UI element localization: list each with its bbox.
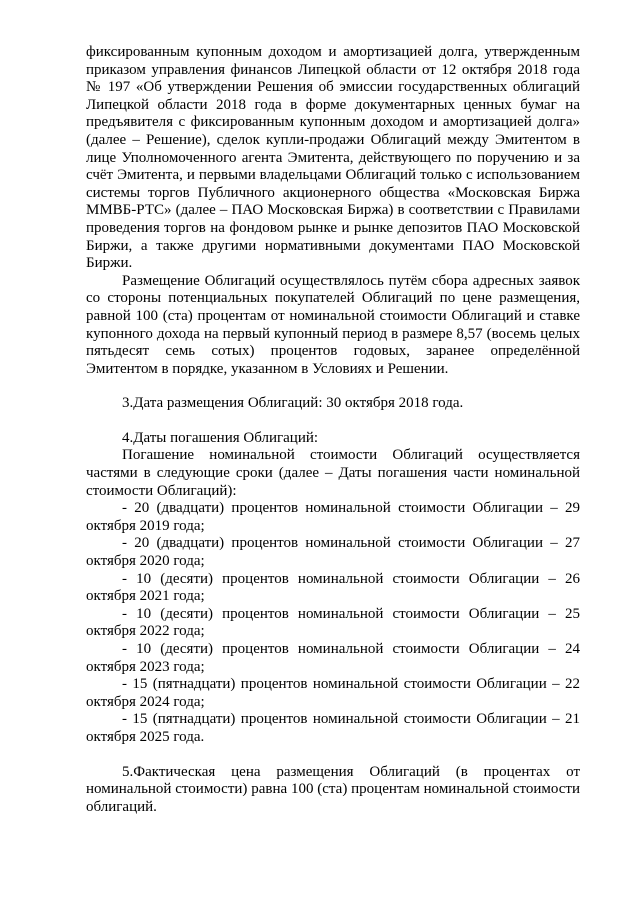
- spacer: [86, 378, 580, 395]
- document-page: [86, 44, 580, 816]
- redemption-item: - 15 (пятнадцати) процентов номинальной стоимости Облигации – 22 октября 2024 года;: [86, 676, 580, 710]
- paragraph-item-4-text: Погашение номинальной стоимости Облигаций осуществляется частями в следующие сроки (далее – Даты погашения части номинальной стоимости Облигаций):: [86, 447, 580, 499]
- redemption-item: - 10 (десяти) процентов номинальной стоимости Облигации – 25 октября 2022 года;: [86, 605, 580, 640]
- redemption-item: - 20 (двадцати) процентов номинальной стоимости Облигации – 27 октября 2020 года;: [86, 535, 580, 570]
- spacer: [86, 747, 580, 764]
- paragraph-item-5: 5.Фактическая цена размещения Облигаций (в процентах от номинальной стоимости) равна 100 (ста) процентам номинальной стоимости облигаций.: [86, 763, 580, 815]
- redemption-item: - 10 (десяти) процентов номинальной стоимости Облигации – 24 октября 2023 года;: [86, 641, 580, 675]
- redemption-item: - 10 (десяти) процентов номинальной стоимости Облигации – 26 октября 2021 года;: [86, 570, 580, 605]
- paragraph-intro: фиксированным купонным доходом и амортизацией долга, утвержденным приказом управления финансов Липецкой области от 12 октября 2018 года № 197 «Об утверждении Решения об эмиссии государственных облигаций Липецкой области 2018 года в форме документарных ценных бумаг на предъявителя с фиксированным купонным доходом и амортизацией долга» (далее – Решение), сделок купли-продажи Облигаций между Эмитентом в лице Уполномоченного агента Эмитента, действующего по поручению и за счёт Эмитента, и первыми владельцами Облигаций только с использованием системы торгов Публичного акционерного общества «Московская Биржа ММВБ-РТС» (далее – ПАО Московская Биржа) в соответствии с Правилами проведения торгов на фондовом рынке и рынке депозитов ПАО Московской Биржи, а также другими нормативными документами ПАО Московской Биржи.: [86, 44, 580, 272]
- redemption-item: - 15 (пятнадцати) процентов номинальной стоимости Облигации – 21 октября 2025 года.: [86, 711, 580, 745]
- spacer: [86, 413, 580, 430]
- paragraph-item-4-title: 4.Даты погашения Облигаций:: [122, 429, 319, 446]
- redemption-item: - 20 (двадцати) процентов номинальной стоимости Облигации – 29 октября 2019 года;: [86, 500, 580, 534]
- paragraph-item-3: 3.Дата размещения Облигаций: 30 октября 2018 года.: [122, 395, 464, 412]
- paragraph-placement: Размещение Облигаций осуществлялось путём сбора адресных заявок со стороны потенциальных покупателей Облигаций по цене размещения, равной 100 (ста) процентам от номинальной стоимости Облигаций и ставке купонного дохода на первый купонный период в размере 8,57 (восемь целых пятьдесят семь сотых) процентов годовых, заранее определённой Эмитентом в порядке, указанном в Условиях и Решении.: [86, 272, 580, 377]
